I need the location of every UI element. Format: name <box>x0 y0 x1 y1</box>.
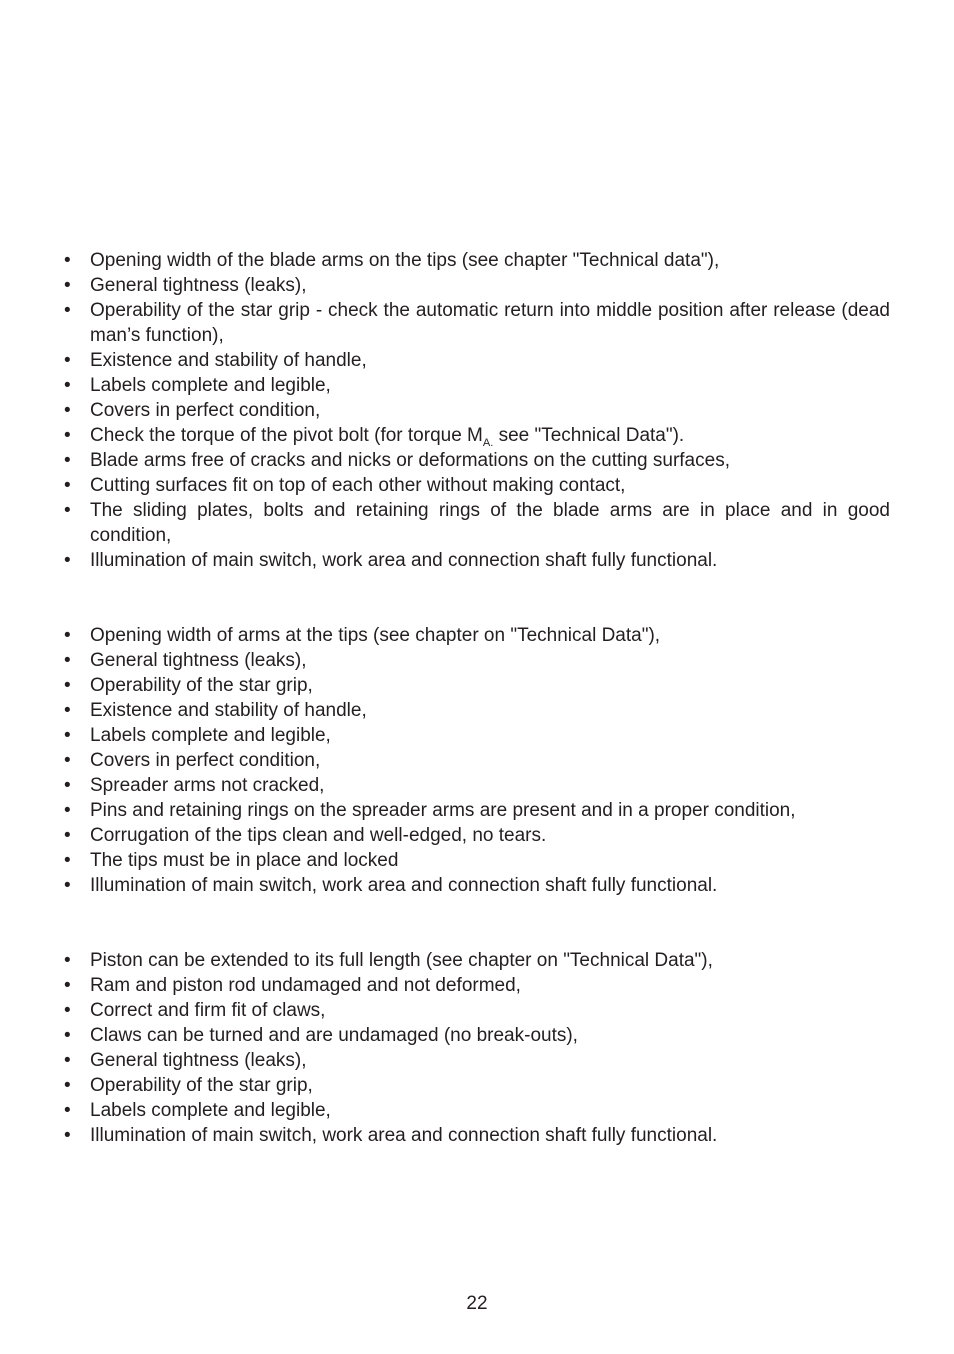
list-item <box>64 248 890 273</box>
list-item <box>64 648 890 673</box>
list-item-text: Illumination of main switch, work area and connection shaft fully functional. <box>90 1125 718 1146</box>
list-item <box>64 773 890 798</box>
bullet-icon: • <box>64 350 71 371</box>
list-item <box>64 1023 890 1048</box>
list-item <box>64 1073 890 1098</box>
list-item <box>64 473 890 498</box>
list-item <box>64 298 890 348</box>
list-item-text: Ram and piston rod undamaged and not deformed, <box>90 975 521 996</box>
list-item-text: Corrugation of the tips clean and well-edged, no tears. <box>90 825 547 846</box>
list-item-text: Cutting surfaces fit on top of each other without making contact, <box>90 475 626 496</box>
bullet-icon: • <box>64 650 71 671</box>
list-item <box>64 1048 890 1073</box>
checklist-section-1 <box>64 248 890 573</box>
list-item <box>64 798 890 823</box>
list-item <box>64 498 890 548</box>
torque-subscript: A. <box>482 437 494 449</box>
list-item <box>64 448 890 473</box>
list-item-text: Pins and retaining rings on the spreader arms are present and in a proper condition, <box>90 800 796 821</box>
list-item <box>64 548 890 573</box>
list-item-text: Existence and stability of handle, <box>90 700 367 721</box>
bullet-icon: • <box>64 550 71 571</box>
list-item-text: Illumination of main switch, work area and connection shaft fully functional. <box>90 550 718 571</box>
bullet-icon: • <box>64 450 71 471</box>
bullet-icon: • <box>64 400 71 421</box>
list-item <box>64 348 890 373</box>
list-item-text: General tightness (leaks), <box>90 650 307 671</box>
bullet-icon: • <box>64 1075 71 1096</box>
bullet-icon: • <box>64 1025 71 1046</box>
list-item-text: The tips must be in place and locked <box>90 850 399 871</box>
list-item <box>64 698 890 723</box>
bullet-icon: • <box>64 250 71 271</box>
list-item-text: Correct and firm fit of claws, <box>90 1000 326 1021</box>
bullet-icon: • <box>64 850 71 871</box>
bullet-icon: • <box>64 675 71 696</box>
bullet-icon: • <box>64 1050 71 1071</box>
list-item-text: Illumination of main switch, work area and connection shaft fully functional. <box>90 875 718 896</box>
list-item-text-after: see "Technical Data"). <box>493 425 685 446</box>
bullet-icon: • <box>64 1125 71 1146</box>
list-item-text: Labels complete and legible, <box>90 725 331 746</box>
list-item <box>64 973 890 998</box>
bullet-icon: • <box>64 300 71 321</box>
list-item <box>64 623 890 648</box>
list-item <box>64 998 890 1023</box>
bullet-icon: • <box>64 725 71 746</box>
list-item-text: Piston can be extended to its full length (see chapter on "Technical Data"), <box>90 950 713 971</box>
list-item-text: Blade arms free of cracks and nicks or deformations on the cutting surfaces, <box>90 450 730 471</box>
list-item <box>64 273 890 298</box>
bullet-icon: • <box>64 475 71 496</box>
checklist-section-2 <box>64 623 890 898</box>
list-item <box>64 1098 890 1123</box>
list-item <box>64 848 890 873</box>
list-item <box>64 748 890 773</box>
list-item <box>64 823 890 848</box>
bullet-icon: • <box>64 750 71 771</box>
list-item-text: Labels complete and legible, <box>90 375 331 396</box>
bullet-icon: • <box>64 625 71 646</box>
list-item-text: Covers in perfect condition, <box>90 400 321 421</box>
list-item <box>64 373 890 398</box>
checklist-section-3 <box>64 948 890 1148</box>
list-item-text: Labels complete and legible, <box>90 1100 331 1121</box>
list-item-text: Covers in perfect condition, <box>90 750 321 771</box>
list-item-text: General tightness (leaks), <box>90 275 307 296</box>
page-number: 22 <box>466 1293 488 1314</box>
list-item <box>64 873 890 898</box>
list-item-text: Opening width of the blade arms on the tips (see chapter "Technical data"), <box>90 250 720 271</box>
bullet-icon: • <box>64 700 71 721</box>
list-item <box>64 948 890 973</box>
list-item <box>64 398 890 423</box>
list-item-text: Existence and stability of handle, <box>90 350 367 371</box>
bullet-icon: • <box>64 825 71 846</box>
list-item <box>64 1123 890 1148</box>
bullet-icon: • <box>64 375 71 396</box>
list-item-text: Operability of the star grip - check the automatic return into middle position after release (dead man’s function), <box>90 300 890 346</box>
bullet-icon: • <box>64 1100 71 1121</box>
list-item-text-before: Check the torque of the pivot bolt (for torque M <box>90 425 483 446</box>
list-item-text: Operability of the star grip, <box>90 675 313 696</box>
list-item-text: The sliding plates, bolts and retaining rings of the blade arms are in place and in good condition, <box>90 500 890 546</box>
bullet-icon: • <box>64 800 71 821</box>
bullet-icon: • <box>64 775 71 796</box>
bullet-icon: • <box>64 875 71 896</box>
bullet-icon: • <box>64 975 71 996</box>
bullet-icon: • <box>64 425 71 446</box>
list-item-text: Spreader arms not cracked, <box>90 775 325 796</box>
bullet-icon: • <box>64 1000 71 1021</box>
bullet-icon: • <box>64 500 71 521</box>
list-item-text: Opening width of arms at the tips (see chapter on "Technical Data"), <box>90 625 661 646</box>
list-item-text: Operability of the star grip, <box>90 1075 313 1096</box>
list-item <box>64 723 890 748</box>
bullet-icon: • <box>64 275 71 296</box>
bullet-icon: • <box>64 950 71 971</box>
list-item-text: General tightness (leaks), <box>90 1050 307 1071</box>
list-item-text: Claws can be turned and are undamaged (no break-outs), <box>90 1025 578 1046</box>
list-item <box>64 673 890 698</box>
list-item <box>64 423 890 448</box>
